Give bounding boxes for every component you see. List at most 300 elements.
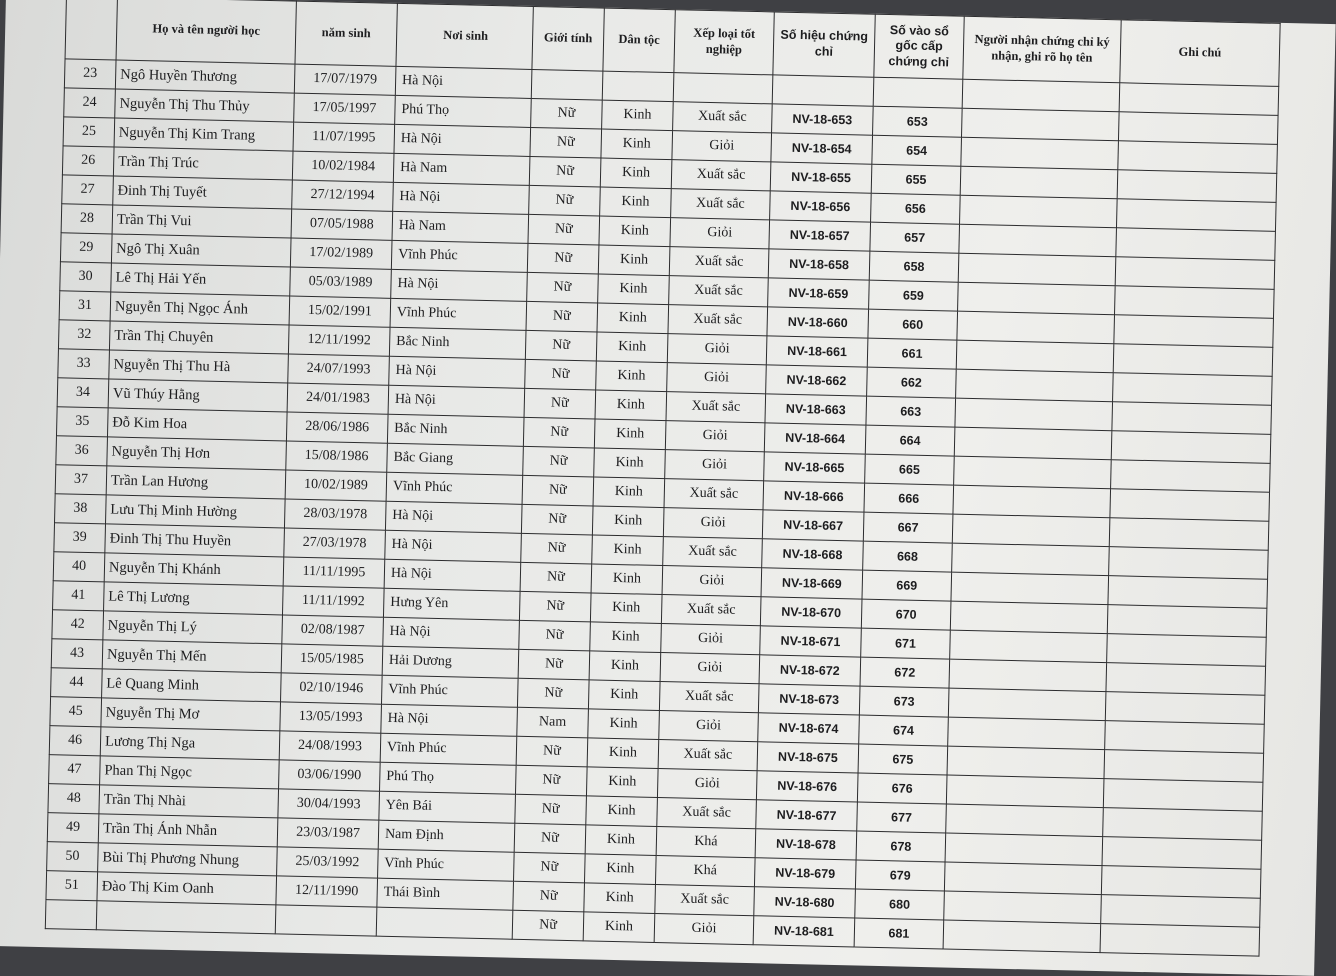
row-code: NV-18-673: [758, 684, 860, 715]
row-rank: Giỏi: [657, 768, 757, 799]
row-code: NV-18-654: [771, 133, 873, 164]
row-stt: 34: [57, 378, 109, 408]
row-sex: Nữ: [520, 562, 592, 593]
row-stt: 26: [62, 146, 114, 176]
row-place: Hà Nội: [389, 356, 526, 388]
row-stt: 32: [58, 320, 110, 350]
row-name: Nguyễn Thị Kim Trang: [114, 118, 294, 151]
row-rank: Giỏi: [659, 711, 759, 742]
row-stt: 23: [64, 59, 116, 89]
row-rank: Xuất sắc: [661, 595, 761, 626]
row-stt: 29: [60, 233, 112, 263]
row-receiver-signature: [960, 166, 1118, 199]
row-name: Bùi Thị Phương Nhung: [98, 843, 278, 876]
row-note: [1108, 576, 1268, 609]
row-name: Đào Thị Kim Oanh: [97, 872, 277, 905]
row-receiver-signature: [956, 369, 1114, 402]
header-note: Ghi chú: [1120, 20, 1280, 87]
row-ref: 676: [857, 773, 947, 804]
row-code: NV-18-655: [770, 162, 872, 193]
row-ethnicity: Kinh: [588, 680, 660, 711]
row-stt: 30: [60, 262, 112, 292]
row-note: [1109, 518, 1269, 551]
row-ref: 668: [863, 541, 953, 572]
row-name: Ngô Huyền Thương: [115, 60, 295, 93]
row-code: NV-18-656: [770, 191, 872, 222]
row-note: [1101, 895, 1261, 928]
header-name: Họ và tên người học: [116, 0, 296, 64]
row-note: [1118, 112, 1278, 145]
row-name: Nguyễn Thị Ngọc Ánh: [110, 292, 290, 325]
row-place: Hà Nội: [383, 617, 520, 649]
row-sex: Nữ: [516, 736, 588, 767]
row-ref: 679: [855, 860, 945, 891]
header-rank: Xếp loại tốt nghiệp: [674, 10, 774, 75]
row-name: Nguyễn Thị Mơ: [101, 698, 281, 731]
row-rank: Xuất sắc: [657, 797, 757, 828]
row-code: NV-18-665: [764, 452, 866, 483]
row-code: NV-18-661: [766, 336, 868, 367]
row-place: Vĩnh Phúc: [391, 240, 528, 272]
row-ref: 672: [860, 657, 950, 688]
row-place: Hưng Yên: [383, 588, 520, 620]
row-receiver-signature: [956, 340, 1114, 373]
row-name: Lưu Thị Minh Hường: [106, 495, 286, 528]
header-stt: [65, 0, 117, 60]
row-name: Lương Thị Nga: [100, 727, 280, 760]
row-dob: 17/07/1979: [294, 64, 396, 95]
row-code: NV-18-667: [762, 510, 864, 541]
row-dob: 10/02/1984: [292, 151, 394, 182]
row-ethnicity: Kinh: [586, 767, 658, 798]
row-place: Hà Nội: [391, 269, 528, 301]
row-receiver-signature: [953, 485, 1111, 518]
row-stt: 51: [46, 871, 98, 901]
row-dob: 13/05/1993: [280, 702, 382, 733]
row-dob: 23/03/1987: [277, 818, 379, 849]
row-receiver-signature: [948, 688, 1106, 721]
row-stt: 50: [47, 842, 99, 872]
row-receiver-signature: [944, 891, 1102, 924]
row-dob: 02/08/1987: [282, 615, 384, 646]
row-note: [1107, 634, 1267, 667]
row-stt: 27: [62, 175, 114, 205]
row-place: Vĩnh Phúc: [390, 298, 527, 330]
row-receiver-signature: [962, 79, 1120, 112]
row-code: NV-18-666: [763, 481, 865, 512]
row-ethnicity: Kinh: [601, 129, 673, 160]
row-ethnicity: Kinh: [589, 651, 661, 682]
row-name: Đinh Thị Tuyết: [113, 176, 293, 209]
row-name: Đinh Thị Thu Huyền: [105, 524, 285, 557]
row-ref: 655: [871, 164, 961, 195]
row-note: [1107, 605, 1267, 638]
row-name: Trần Thị Ánh Nhẫn: [98, 814, 278, 847]
row-stt: [45, 900, 97, 930]
row-code: NV-18-659: [768, 278, 870, 309]
row-name: Đỗ Kim Hoa: [107, 408, 287, 441]
row-sex: Nữ: [531, 98, 603, 129]
row-dob: 27/03/1978: [284, 528, 386, 559]
row-code: NV-18-669: [761, 568, 863, 599]
row-receiver-signature: [951, 572, 1109, 605]
row-name: Nguyễn Thị Mến: [102, 640, 282, 673]
row-receiver-signature: [958, 282, 1116, 315]
row-place: Hà Nội: [395, 66, 532, 98]
row-name: Trần Lan Hương: [106, 466, 286, 499]
row-place: Hà Nội: [385, 501, 522, 533]
row-name: Trần Thị Chuyên: [109, 321, 289, 354]
row-place: Hà Nội: [394, 124, 531, 156]
row-place: Hà Nam: [393, 153, 530, 185]
row-sex: Nữ: [525, 330, 597, 361]
row-sex: [531, 69, 603, 100]
row-stt: 24: [64, 88, 116, 118]
row-note: [1103, 779, 1263, 812]
row-rank: Khá: [655, 855, 755, 886]
row-sex: Nữ: [529, 156, 601, 187]
header-receiver: Người nhận chứng chỉ ký nhận, ghi rõ họ tên: [963, 16, 1121, 83]
row-sex: Nữ: [528, 214, 600, 245]
row-dob: 11/11/1992: [282, 586, 384, 617]
row-ethnicity: Kinh: [602, 100, 674, 131]
row-sex: Nữ: [514, 823, 586, 854]
row-ethnicity: Kinh: [584, 883, 656, 914]
row-ref: 665: [865, 454, 955, 485]
row-ethnicity: Kinh: [600, 187, 672, 218]
row-receiver-signature: [954, 456, 1112, 489]
row-ethnicity: Kinh: [598, 274, 670, 305]
row-ethnicity: Kinh: [598, 245, 670, 276]
row-note: [1113, 373, 1273, 406]
row-place: Hải Dương: [382, 646, 519, 678]
row-sex: Nữ: [522, 475, 594, 506]
row-sex: Nữ: [525, 359, 597, 390]
row-name: Nguyễn Thị Khánh: [104, 553, 284, 586]
row-rank: Giỏi: [672, 131, 772, 162]
row-sex: Nữ: [523, 446, 595, 477]
row-sex: Nữ: [519, 620, 591, 651]
row-place: Hà Nội: [385, 530, 522, 562]
row-note: [1119, 83, 1279, 116]
row-rank: Xuất sắc: [673, 102, 773, 133]
row-stt: 45: [50, 697, 102, 727]
row-code: NV-18-674: [758, 713, 860, 744]
table-body: [45, 59, 1278, 956]
row-receiver-signature: [947, 746, 1105, 779]
row-ref: 680: [855, 889, 945, 920]
row-ethnicity: Kinh: [584, 854, 656, 885]
row-stt: 48: [48, 784, 100, 814]
row-code: NV-18-670: [760, 597, 862, 628]
row-dob: 15/08/1986: [286, 441, 388, 472]
row-place: Vĩnh Phúc: [386, 472, 523, 504]
row-stt: 47: [49, 755, 101, 785]
row-receiver-signature: [952, 543, 1110, 576]
row-place: Hà Nam: [392, 211, 529, 243]
row-note: [1101, 866, 1261, 899]
row-code: NV-18-675: [757, 742, 859, 773]
row-dob: 15/05/1985: [281, 644, 383, 675]
row-place: [376, 907, 513, 939]
row-rank: Xuất sắc: [671, 189, 771, 220]
row-ref: 660: [868, 309, 958, 340]
header-code: Số hiệu chứng chỉ: [773, 12, 875, 77]
row-ref: 658: [869, 251, 959, 282]
row-receiver-signature: [949, 659, 1107, 692]
row-ref: 654: [872, 135, 962, 166]
row-stt: 28: [61, 204, 113, 234]
row-note: [1102, 837, 1262, 870]
row-code: NV-18-678: [755, 829, 857, 860]
row-ref: 669: [862, 570, 952, 601]
row-sex: Nữ: [515, 765, 587, 796]
row-note: [1100, 924, 1260, 957]
row-rank: Khá: [656, 826, 756, 857]
row-stt: 31: [59, 291, 111, 321]
row-code: NV-18-664: [764, 423, 866, 454]
row-dob: 24/01/1983: [287, 383, 389, 414]
row-dob: 02/10/1946: [281, 673, 383, 704]
row-name: Trần Thị Vui: [112, 205, 292, 238]
row-stt: 43: [51, 639, 103, 669]
row-place: Thái Bình: [377, 878, 514, 910]
row-name: Vũ Thúy Hằng: [108, 379, 288, 412]
row-rank: Giỏi: [663, 508, 763, 539]
header-ethnicity: Dân tộc: [603, 8, 675, 73]
row-stt: 42: [52, 610, 104, 640]
row-rank: Xuất sắc: [663, 537, 763, 568]
row-note: [1112, 402, 1272, 435]
row-name: Lê Thị Lương: [104, 582, 284, 615]
row-ethnicity: Kinh: [586, 796, 658, 827]
row-rank: Xuất sắc: [669, 276, 769, 307]
row-place: Vĩnh Phúc: [380, 733, 517, 765]
row-stt: 35: [56, 407, 108, 437]
row-dob: 30/04/1993: [278, 789, 380, 820]
row-name: Nguyễn Thị Hơn: [107, 437, 287, 470]
row-rank: Giỏi: [654, 913, 754, 944]
row-ref: 677: [857, 802, 947, 833]
row-code: NV-18-679: [754, 858, 856, 889]
row-note: [1106, 663, 1266, 696]
row-place: Phú Thọ: [380, 762, 517, 794]
row-sex: Nữ: [521, 504, 593, 535]
row-code: NV-18-657: [769, 220, 871, 251]
row-receiver-signature: [945, 833, 1103, 866]
row-name: Phan Thị Ngọc: [100, 756, 280, 789]
row-code: NV-18-653: [772, 104, 874, 135]
row-dob: 07/05/1988: [291, 209, 393, 240]
row-note: [1114, 315, 1274, 348]
row-ref: 667: [863, 512, 953, 543]
row-place: Vĩnh Phúc: [378, 849, 515, 881]
row-note: [1118, 141, 1278, 174]
row-ref: 653: [873, 106, 963, 137]
row-ref: 670: [861, 599, 951, 630]
row-rank: Giỏi: [660, 653, 760, 684]
row-sex: Nữ: [521, 533, 593, 564]
row-stt: 49: [47, 813, 99, 843]
row-code: NV-18-677: [756, 800, 858, 831]
row-name: Nguyễn Thị Thu Thủy: [115, 89, 295, 122]
row-ref: 661: [867, 338, 957, 369]
row-dob: 17/02/1989: [290, 238, 392, 269]
row-place: Hà Nội: [393, 182, 530, 214]
row-sex: Nữ: [527, 272, 599, 303]
row-ethnicity: Kinh: [600, 158, 672, 189]
header-sex: Giới tính: [532, 6, 604, 71]
row-dob: 24/07/1993: [288, 354, 390, 385]
row-dob: 28/06/1986: [286, 412, 388, 443]
row-dob: 12/11/1990: [276, 876, 378, 907]
row-sex: Nữ: [527, 243, 599, 274]
row-rank: Giỏi: [670, 218, 770, 249]
row-rank: Xuất sắc: [658, 740, 758, 771]
row-dob: 12/11/1992: [288, 325, 390, 356]
row-code: NV-18-680: [754, 887, 856, 918]
row-receiver-signature: [944, 862, 1102, 895]
row-ethnicity: Kinh: [596, 332, 668, 363]
row-note: [1104, 750, 1264, 783]
row-note: [1110, 489, 1270, 522]
row-ref: 673: [859, 686, 949, 717]
row-ref: 662: [867, 367, 957, 398]
row-code: NV-18-681: [753, 916, 855, 947]
row-receiver-signature: [958, 253, 1116, 286]
row-note: [1115, 257, 1275, 290]
row-name: Lê Thị Hải Yến: [111, 263, 291, 296]
row-ref: 663: [866, 396, 956, 427]
row-receiver-signature: [954, 427, 1112, 460]
row-place: Hà Nội: [388, 385, 525, 417]
row-rank: Xuất sắc: [668, 305, 768, 336]
header-dob: năm sinh: [295, 1, 397, 66]
row-code: NV-18-671: [760, 626, 862, 657]
row-sex: Nữ: [512, 910, 584, 941]
row-note: [1111, 460, 1271, 493]
row-stt: 37: [55, 465, 107, 495]
row-note: [1116, 228, 1276, 261]
row-ethnicity: Kinh: [591, 564, 663, 595]
row-sex: Nữ: [515, 794, 587, 825]
row-name: Nguyễn Thị Lý: [103, 611, 283, 644]
row-sex: Nữ: [523, 417, 595, 448]
row-receiver-signature: [959, 224, 1117, 257]
row-sex: Nữ: [530, 127, 602, 158]
row-dob: 11/11/1995: [283, 557, 385, 588]
row-stt: 40: [53, 552, 105, 582]
row-dob: 28/03/1978: [284, 499, 386, 530]
row-receiver-signature: [955, 398, 1113, 431]
header-place: Nơi sinh: [396, 3, 533, 69]
row-note: [1115, 286, 1275, 319]
row-ref: 664: [865, 425, 955, 456]
row-ref: 671: [861, 628, 951, 659]
row-receiver-signature: [950, 630, 1108, 663]
row-ref: 675: [858, 744, 948, 775]
row-sex: Nữ: [514, 852, 586, 883]
row-code: NV-18-658: [768, 249, 870, 280]
row-stt: 33: [58, 349, 110, 379]
row-place: Bắc Ninh: [389, 327, 526, 359]
row-sex: Nữ: [518, 649, 590, 680]
row-code: NV-18-660: [767, 307, 869, 338]
row-dob: 24/08/1993: [279, 731, 381, 762]
row-ref: 657: [870, 222, 960, 253]
row-ethnicity: Kinh: [597, 303, 669, 334]
row-note: [1117, 170, 1277, 203]
row-stt: 39: [54, 523, 106, 553]
row-place: Phú Thọ: [395, 95, 532, 127]
row-ethnicity: [602, 71, 674, 102]
row-name: Trần Thị Nhài: [99, 785, 279, 818]
row-sex: Nữ: [526, 301, 598, 332]
row-ref: 681: [854, 918, 944, 949]
row-code: NV-18-676: [756, 771, 858, 802]
row-dob: 10/02/1989: [285, 470, 387, 501]
row-code: NV-18-663: [765, 394, 867, 425]
row-name: Nguyễn Thị Thu Hà: [109, 350, 289, 383]
row-rank: Xuất sắc: [659, 682, 759, 713]
row-stt: 46: [49, 726, 101, 756]
row-ref: [873, 77, 963, 108]
row-ethnicity: Kinh: [585, 825, 657, 856]
row-ref: 678: [856, 831, 946, 862]
row-rank: Xuất sắc: [671, 160, 771, 191]
row-dob: 03/06/1990: [279, 760, 381, 791]
row-dob: 17/05/1997: [294, 93, 396, 124]
row-rank: [673, 73, 773, 104]
row-receiver-signature: [943, 920, 1101, 953]
row-stt: 41: [53, 581, 105, 611]
row-rank: Xuất sắc: [655, 884, 755, 915]
row-name: Trần Thị Trúc: [113, 147, 293, 180]
row-receiver-signature: [960, 195, 1118, 228]
row-place: Yên Bái: [379, 791, 516, 823]
row-place: Vĩnh Phúc: [381, 675, 518, 707]
row-rank: Giỏi: [667, 363, 767, 394]
row-receiver-signature: [948, 717, 1106, 750]
row-receiver-signature: [952, 514, 1110, 547]
row-sex: Nữ: [529, 185, 601, 216]
row-rank: Xuất sắc: [666, 392, 766, 423]
row-place: Hà Nội: [384, 559, 521, 591]
row-ethnicity: Kinh: [596, 361, 668, 392]
row-ref: 666: [864, 483, 954, 514]
row-ethnicity: Kinh: [593, 477, 665, 508]
row-sex: Nữ: [517, 678, 589, 709]
row-code: NV-18-672: [759, 655, 861, 686]
row-rank: Xuất sắc: [664, 479, 764, 510]
row-dob: 15/02/1991: [289, 296, 391, 327]
row-dob: 25/03/1992: [277, 847, 379, 878]
row-stt: 44: [51, 668, 103, 698]
row-place: Bắc Giang: [387, 443, 524, 475]
row-rank: Xuất sắc: [669, 247, 769, 278]
row-code: NV-18-662: [766, 365, 868, 396]
row-sex: Nữ: [524, 388, 596, 419]
graduate-roster-table: [45, 0, 1281, 957]
row-name: Lê Quang Minh: [102, 669, 282, 702]
row-sex: Nữ: [513, 881, 585, 912]
row-rank: Giỏi: [665, 421, 765, 452]
row-rank: Giỏi: [665, 450, 765, 481]
row-ethnicity: Kinh: [590, 593, 662, 624]
row-note: [1105, 692, 1265, 725]
row-ref: 659: [869, 280, 959, 311]
row-stt: 38: [55, 494, 107, 524]
